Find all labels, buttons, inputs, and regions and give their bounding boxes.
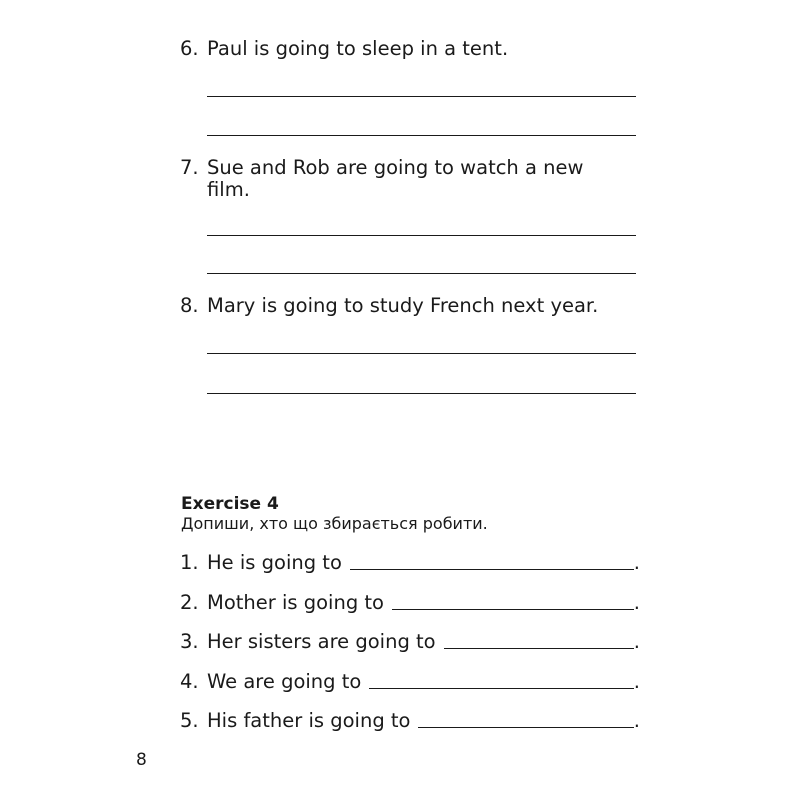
question-text: Sue and Rob are going to watch a new [207,156,584,179]
item-number: 4. [180,670,199,693]
answer-line[interactable] [207,135,636,136]
exercise-item-1 [180,550,640,574]
answer-line[interactable] [207,393,636,394]
answer-blank[interactable] [444,648,634,649]
answer-blank[interactable] [369,688,633,689]
exercise-item-2 [180,590,640,614]
item-end: . [633,709,640,732]
item-stem: His father is going to [207,709,411,732]
question-text-continued: film. [207,178,250,201]
answer-line[interactable] [207,353,636,354]
exercise-item-5 [180,708,640,732]
item-end: . [633,630,640,653]
exercise-item-4 [180,669,640,693]
question-8 [180,295,598,317]
question-6 [180,38,508,60]
item-end: . [633,551,640,574]
exercise-instruction: Допиши, хто що збирається робити. [181,514,488,533]
item-number: 2. [180,591,199,614]
item-stem: He is going to [207,551,342,574]
question-number: 7. [180,156,199,179]
question-number: 6. [180,37,199,60]
item-number: 1. [180,551,199,574]
question-text: Paul is going to sleep in a tent. [207,37,509,60]
item-end: . [633,670,640,693]
question-7 [180,157,583,201]
item-stem: Mother is going to [207,591,384,614]
exercise-item-3 [180,629,640,653]
answer-line[interactable] [207,96,636,97]
question-text: Mary is going to study French next year. [207,294,599,317]
exercise-title: Exercise 4 [181,494,279,514]
item-number: 3. [180,630,199,653]
answer-blank[interactable] [418,727,633,728]
page-number: 8 [136,750,147,770]
question-number: 8. [180,294,199,317]
item-end: . [633,591,640,614]
answer-blank[interactable] [392,609,634,610]
answer-line[interactable] [207,273,636,274]
item-number: 5. [180,709,199,732]
item-stem: We are going to [207,670,362,693]
answer-blank[interactable] [350,569,634,570]
item-stem: Her sisters are going to [207,630,436,653]
answer-line[interactable] [207,235,636,236]
